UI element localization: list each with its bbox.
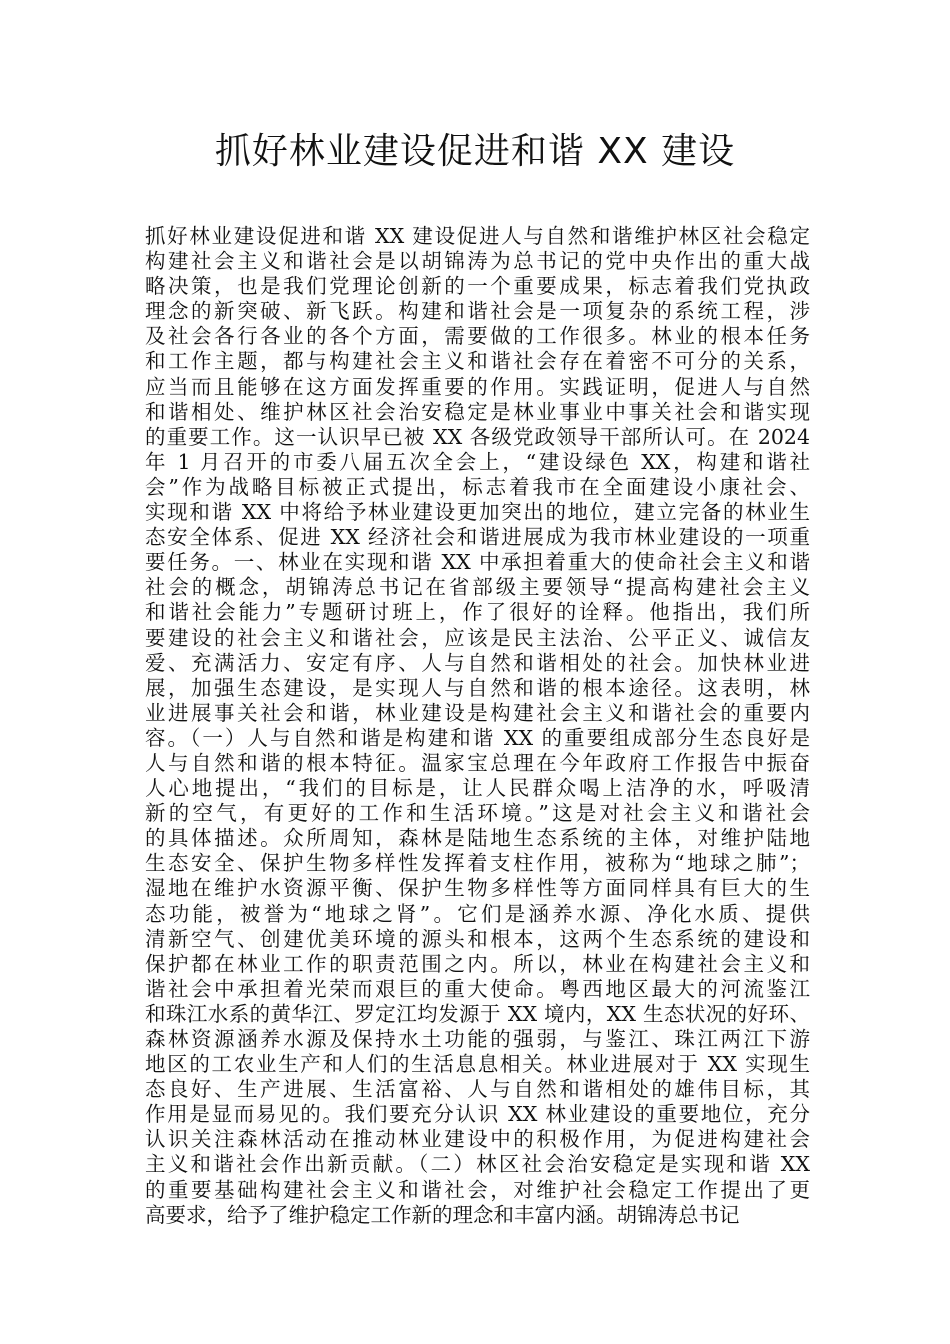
body-line: 认识关注森林活动在推动林业建设中的积极作用，为促进构建社会 — [145, 1127, 810, 1152]
body-line: 保护都在林业工作的职责范围之内。所以，林业在构建社会主义和 — [145, 951, 810, 976]
document-body — [145, 224, 810, 1228]
body-line: 高要求，给予了维护稳定工作新的理念和丰富内涵。胡锦涛总书记 — [145, 1202, 740, 1227]
body-line: 略决策，也是我们党理论创新的一个重要成果，标志着我们党执政 — [145, 274, 810, 299]
body-line: 生态安全、保护生物多样性发挥着支柱作用，被称为“地球之肺”； — [145, 851, 810, 876]
body-line: 森林资源涵养水源及保持水土功能的强弱，与鉴江、珠江两江下游 — [145, 1027, 810, 1051]
body-line: 及社会各行各业的各个方面，需要做的工作很多。林业的根本任务 — [145, 324, 810, 349]
body-line: 人与自然和谐的根本特征。温家宝总理在今年政府工作报告中振奋 — [145, 750, 810, 775]
body-line: 和谐社会能力”专题研讨班上，作了很好的诠释。他指出，我们所 — [145, 600, 810, 625]
body-line: 人心地提出，“我们的目标是，让人民群众喝上洁净的水，呼吸清 — [145, 776, 810, 801]
body-line: 态功能，被誉为“地球之肾”。它们是涵养水源、净化水质、提供 — [145, 901, 810, 926]
body-line: 新的空气，有更好的工作和生活环境。”这是对社会主义和谐社会 — [145, 801, 810, 826]
body-line: 展，加强生态建设，是实现人与自然和谐的根本途径。这表明，林 — [145, 675, 810, 700]
body-line: 的重要工作。这一认识早已被 XX 各级党政领导干部所认可。在 2024 — [145, 424, 810, 449]
body-line: 社会的概念，胡锦涛总书记在省部级主要领导“提高构建社会主义 — [145, 575, 810, 600]
body-line: 抓好林业建设促进和谐 XX 建设促进人与自然和谐维护林区社会稳定 — [145, 224, 810, 248]
body-line: 的具体描述。众所周知，森林是陆地生态系统的主体，对维护陆地 — [145, 826, 810, 851]
body-line: 会”作为战略目标被正式提出，标志着我市在全面建设小康社会、 — [145, 474, 810, 499]
body-line: 清新空气、创建优美环境的源头和根本，这两个生态系统的建设和 — [145, 926, 810, 951]
body-line: 谐社会中承担着光荣而艰巨的重大使命。粤西地区最大的河流鉴江 — [145, 976, 810, 1001]
body-line: 应当而且能够在这方面发挥重要的作用。实践证明，促进人与自然 — [145, 374, 810, 399]
body-line: 主义和谐社会作出新贡献。（二）林区社会治安稳定是实现和谐 XX — [145, 1152, 810, 1177]
body-line: 和谐相处、维护林区社会治安稳定是林业事业中事关社会和谐实现 — [145, 399, 810, 424]
body-line: 作用是显而易见的。我们要充分认识 XX 林业建设的重要地位，充分 — [145, 1102, 810, 1127]
body-line: 要建设的社会主义和谐社会，应该是民主法治、公平正义、诚信友 — [145, 625, 810, 650]
body-line: 实现和谐 XX 中将给予林业建设更加突出的地位，建立完备的林业生 — [145, 500, 810, 525]
body-line: 地区的工农业生产和人们的生活息息相关。林业进展对于 XX 实现生 — [145, 1052, 810, 1077]
body-line: 年 1 月召开的市委八届五次全会上，“建设绿色 XX，构建和谐社 — [145, 449, 810, 474]
body-line: 和珠江水系的黄华江、罗定江均发源于 XX 境内，XX 生态状况的好环、 — [145, 1001, 810, 1026]
body-line: 爱、充满活力、安定有序、人与自然和谐相处的社会。加快林业进 — [145, 650, 810, 675]
body-line: 的重要基础构建社会主义和谐社会，对维护社会稳定工作提出了更 — [145, 1177, 810, 1202]
body-line: 态安全体系、促进 XX 经济社会和谐进展成为我市林业建设的一项重 — [145, 525, 810, 550]
body-line: 业进展事关社会和谐，林业建设是构建社会主义和谐社会的重要内 — [145, 700, 810, 725]
body-line: 湿地在维护水资源平衡、保护生物多样性等方面同样具有巨大的生 — [145, 876, 810, 901]
document-title: 抓好林业建设促进和谐 XX 建设 — [214, 131, 736, 172]
body-line: 态良好、生产进展、生活富裕、人与自然和谐相处的雄伟目标，其 — [145, 1077, 810, 1102]
body-line: 要任务。一、林业在实现和谐 XX 中承担着重大的使命社会主义和谐 — [145, 550, 810, 575]
body-line: 理念的新突破、新飞跃。构建和谐社会是一项复杂的系统工程，涉 — [145, 299, 810, 324]
body-line: 和工作主题，都与构建社会主义和谐社会存在着密不可分的关系， — [145, 349, 810, 374]
body-line: 容。（一）人与自然和谐是构建和谐 XX 的重要组成部分生态良好是 — [145, 725, 810, 750]
body-line: 构建社会主义和谐社会是以胡锦涛为总书记的党中央作出的重大战 — [145, 249, 810, 274]
